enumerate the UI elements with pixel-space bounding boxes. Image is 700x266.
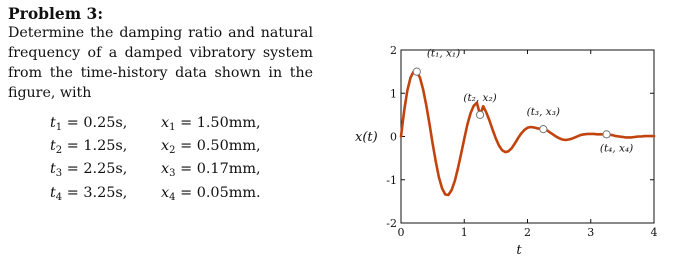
- marked-point: [476, 111, 483, 118]
- problem-title: Problem 3:: [8, 4, 104, 23]
- marked-point-label: (t₃, x₃): [526, 106, 561, 119]
- problem-statement: Determine the damping ratio and natural frequency of a damped vibratory system from the time-history data shown in the figure, with: [8, 25, 313, 101]
- x-tick-label: 1: [460, 226, 468, 239]
- time-value: $t_2 = 1.25s$,: [50, 137, 128, 156]
- y-tick-label: 2: [390, 44, 397, 57]
- y-tick-label: 1: [390, 87, 397, 101]
- x-tick-label: 2: [524, 226, 531, 239]
- marked-points-layer: [413, 48, 633, 155]
- time-value: $t_4 = 3.25s$,: [50, 184, 128, 203]
- time-value: $t_1 = 0.25s$,: [50, 114, 128, 133]
- y-tick-label: -2: [386, 217, 397, 230]
- displacement-value: $x_2 = 0.50mm$,: [161, 137, 261, 156]
- time-value: $t_3 = 2.25s$,: [50, 161, 128, 180]
- marked-point-label: (t₂, x₂): [463, 91, 497, 104]
- displacement-value: $x_4 = 0.05mm$.: [161, 184, 261, 203]
- x-tick-label: 3: [587, 226, 595, 239]
- x-axis-label: t: [516, 243, 522, 258]
- marked-point: [540, 126, 547, 133]
- marked-point-label: (t₁, x₁): [426, 47, 461, 60]
- y-tick-label: 0: [390, 130, 397, 144]
- displacement-value: $x_3 = 0.17mm$,: [161, 161, 261, 180]
- displacement-curve: [401, 72, 654, 195]
- y-axis-label: x(t): [355, 130, 378, 145]
- response-curve-layer: [401, 72, 654, 195]
- marked-point-label: (t₄, x₄): [599, 142, 634, 155]
- displacement-value: $x_1 = 1.50mm$,: [161, 114, 261, 133]
- x-tick-label: 4: [650, 226, 658, 239]
- y-tick-label: -1: [386, 173, 397, 187]
- x-tick-label: 0: [397, 226, 405, 239]
- marked-point: [603, 131, 610, 138]
- marked-point: [413, 68, 420, 75]
